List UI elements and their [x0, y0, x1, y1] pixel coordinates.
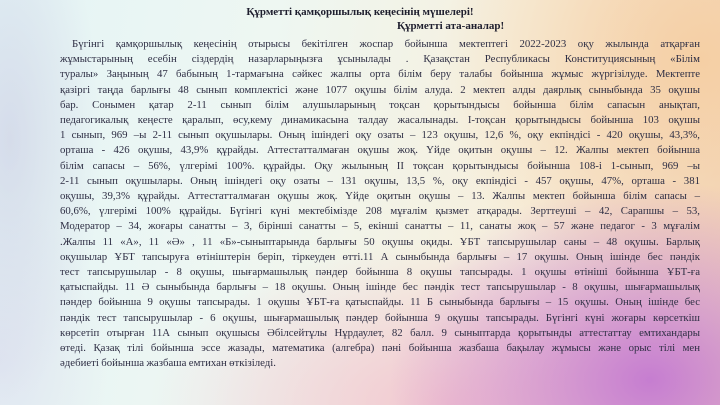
body-text-line: оқушы, 39,3% құрайды. Аттестатталмаған оқушы жоқ. Үйде оқитын оқушы – 13. Жалпы мектеп бойынша білім сапасы – [60, 190, 700, 203]
body-text-line: білім сапасы – 56%, үлгерімі 100%. құрайды. Оқу жылының ІІ тоқсан қорытындысы бойынша 108-і 1-сынып, 969 –ы [60, 159, 700, 172]
body-text-line: тест тапсырушылар - 8 оқушы, шығармашылық пәндер бойынша 8 оқушы тапсырады. 1 оқушы өтініші бойынша ҰБТ-ға [60, 266, 700, 279]
body-text-line: .Жалпы 11 «А», 11 «Ә» , 11 «Б»-сыныптарында барлығы 50 оқушы оқиды. ҰБТ тапсырушылар саны – 48 оқушы. Барлық [60, 235, 700, 248]
body-text-line: қатыспайды. 11 Ә сыныбында барлығы – 18 оқушы. Оның ішінде бес пәндік тест тапсырушылар - 8 оқушы, шығармашылық [60, 281, 700, 294]
body-text-line: пәндер бойынша 9 оқушы тапсырады. 1 оқушы ҰБТ-ға қатыспайды. 11 Б сыныбында барлығы – 15 оқушы. Оның ішінде бес [60, 296, 700, 309]
body-text-line: әдебиеті бойынша жазбаша емтихан өткізіледі. [60, 357, 276, 370]
body-text-line: жұмыстарының есебін сіздердің назарларыңызға ұсынылады . Қазақстан Республикасы Конституциясының «Білім [60, 53, 700, 66]
body-text-line: Модератор – 34, жоғары санатты – 3, бірінші санатты – 5, екінші санатты – 11, санаты жоқ – 57 және педагог - 3 мұғалім [60, 220, 700, 233]
body-text-line: 60,6%, үлгерімі 100% құрайды. Бүгінгі күні мектебімізде 208 мұғалім қызмет атқарады. Зерттеуші – 42, Сарапшы – 53, [60, 205, 700, 218]
body-text-line: бар. Сонымен қатар 2-11 сынып білім алушыларының тоқсан қорытындысы бойынша білім сапасын анықтап, [60, 98, 700, 111]
body-text-line: қазіргі таңда барлығы 48 сынып комплектісі және 1077 оқушы білім алуда. 2 мектеп алды даярлық сыныбында 35 оқушы [60, 83, 700, 96]
body-text-line: көрсетіп отырған 11А сынып оқушысы Әбілсейтұлы Нұрдаулет, 82 балл. 9 сыныптарда қорытынды аттестаттау емтихандары [60, 326, 700, 339]
body-text-line: оқушылар ҰБТ тапсыруға өтініштерін беріп, тіркеуден өтті.11 А сыныбында барлығы – 17 оқушы. Оның ішінде бес пәндік [60, 250, 700, 263]
body-text-line: 2-11 сынып оқушылары. Оның ішіндегі оқу озаты – 131 оқушы, 13,5 %, оқу екпіндісі - 457 оқушы, 47%, орташа - 381 [60, 174, 700, 187]
body-text-line: туралы» Заңының 47 бабының 1-тармағына сәйкес жалпы орта білім беру талабы бойынша жұмыс жүргізілуде. Мектепте [60, 68, 700, 81]
body-text-line: өтеді. Қазақ тілі бойынша эссе жазады, математика (алгебра) пәні бойынша жазбаша бақылау жұмысы және орыс тілі мен [60, 342, 700, 355]
document-body [60, 37, 700, 371]
document-subtitle: Құрметті ата-аналар! [397, 20, 505, 32]
body-text-line: 1 сынып, 969 –ы 2-11 сынып оқушылары. Оның ішіндегі оқу озаты – 123 оқушы, 12,6 %, оқу екпіндісі - 420 оқушы, 43,3%, [60, 129, 700, 142]
body-text-line: пәндік тест тапсырушылар - 6 оқушы, шығармашылық пәндер бойынша 9 оқушы тапсырады. Бүгінгі күні жоғары көрсеткіш [60, 311, 700, 324]
body-text-line: Бүгінгі қамқоршылық кеңесінің отырысы бекітілген жоспар бойынша мектептегі 2022-2023 оқу жылында атқарған [72, 38, 700, 50]
body-text-line: орташа - 426 оқушы, 43,9% құрайды. Аттестатталмаған оқушы жоқ. Үйде оқитын оқушы – 12. Жалпы мектеп бойынша [60, 144, 700, 157]
document-title: Құрметті қамқоршылық кеңесінің мүшелері! [246, 6, 474, 18]
body-text-line: педагогикалық кеңесте қаралып, өсу,кему динамикасына талдау жасалынады. І-тоқсан қорытындысы бойынша 103 оқушы [60, 114, 700, 127]
